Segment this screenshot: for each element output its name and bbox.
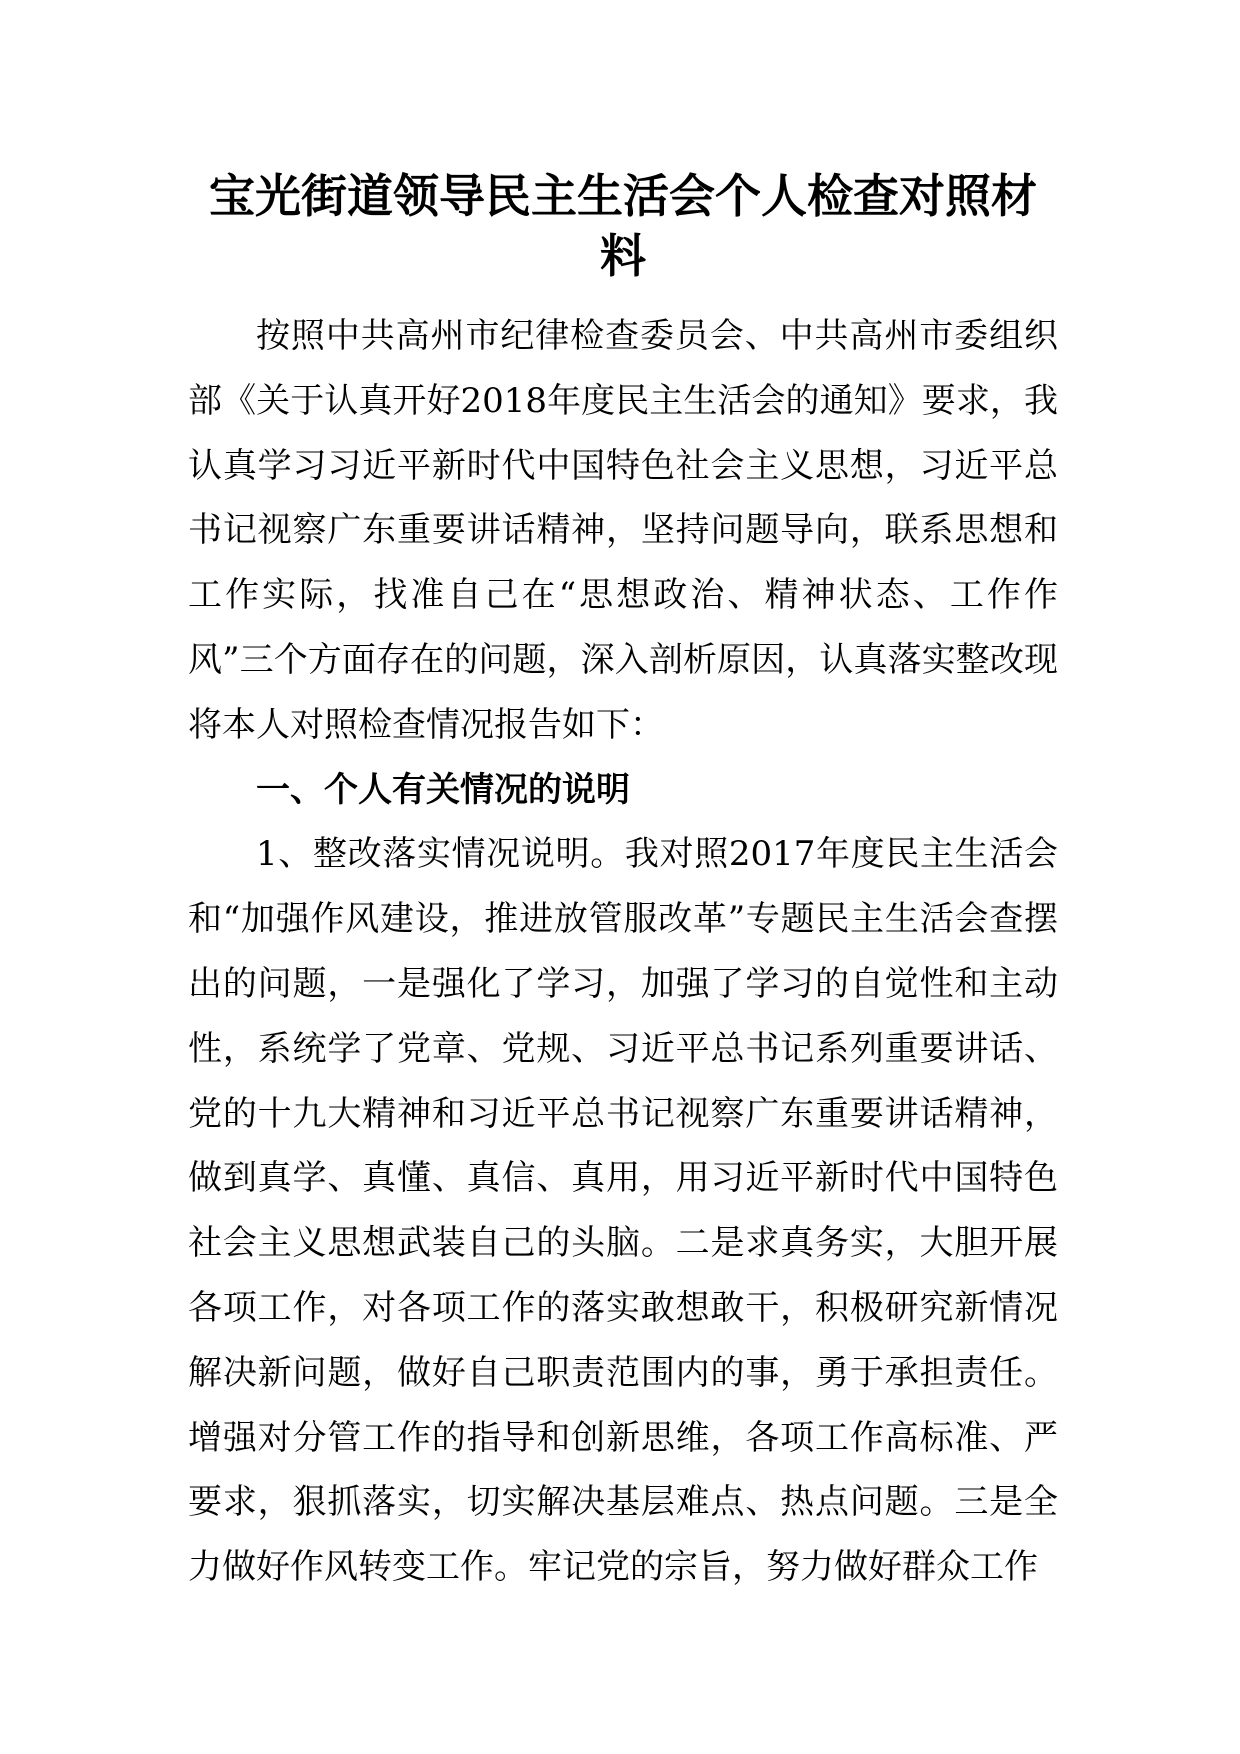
intro-paragraph: 按照中共高州市纪律检查委员会、中共高州市委组织部《关于认真开好2018年度民主生活会的通知》要求，我认真学习习近平新时代中国特色社会主义思想，习近平总书记视察广东重要讲话精神，坚持问题导向，联系思想和工作实际，找准自己在“思想政治、精神状态、工作作风”三个方面存在的问题，深入剖析原因，认真落实整改现将本人对照检查情况报告如下：: [188, 316, 1058, 745]
body-paragraph: 1、整改落实情况说明。我对照2017年度民主生活会和“加强作风建设，推进放管服改革”专题民主生活会查摆出的问题，一是强化了学习，加强了学习的自觉性和主动性，系统学了党章、党规、习近平总书记系列重要讲话、党的十九大精神和习近平总书记视察广东重要讲话精神，做到真学、真懂、真信、真用，用习近平新时代中国特色社会主义思想武装自己的头脑。二是求真务实，大胆开展各项工作，对各项工作的落实敢想敢干，积极研究新情况解决新问题，做好自己职责范围内的事，勇于承担责任。增强对分管工作的指导和创新思维，各项工作高标准、严要求，狠抓落实，切实解决基层难点、热点问题。三是全力做好作风转变工作。牢记党的宗旨，努力做好群众工作: [188, 834, 1058, 1588]
document-title: 宝光街道领导民主生活会个人检查对照材料: [209, 169, 1037, 283]
section-heading: 一、个人有关情况的说明: [256, 769, 630, 810]
document-body: [188, 304, 1058, 1600]
